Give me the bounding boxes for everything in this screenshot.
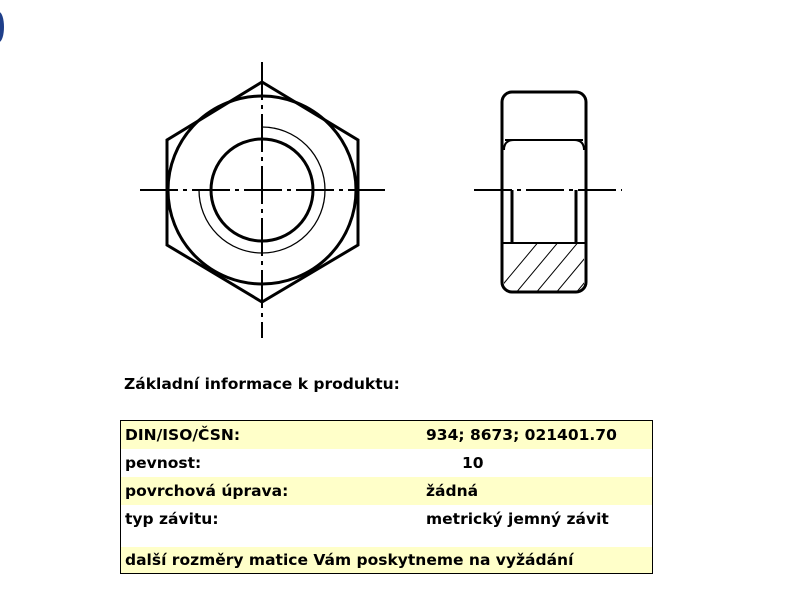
nut-front-view [140, 62, 385, 338]
spec-label: povrchová úprava: [125, 482, 289, 500]
side-outline [502, 92, 586, 292]
spec-row-thread [121, 505, 652, 533]
spec-value: metrický jemný závit [426, 510, 609, 528]
spec-value: 934; 8673; 021401.70 [426, 426, 617, 444]
spec-note-row [121, 547, 652, 573]
spec-label: pevnost: [125, 454, 202, 472]
spec-table [120, 420, 653, 574]
spec-value: 10 [462, 454, 484, 472]
nut-side-view [474, 92, 622, 300]
spec-row-surface [121, 477, 652, 505]
spec-value: žádná [426, 482, 479, 500]
spec-note: další rozměry matice Vám poskytneme na vyžádání [125, 551, 574, 569]
product-info-heading: Základní informace k produktu: [124, 375, 400, 393]
side-upper-contour [504, 140, 584, 150]
spec-label: typ závitu: [125, 510, 219, 528]
spec-row-strength [121, 449, 652, 477]
spec-row-standard [121, 421, 652, 449]
spec-label: DIN/ISO/ČSN: [125, 426, 241, 444]
